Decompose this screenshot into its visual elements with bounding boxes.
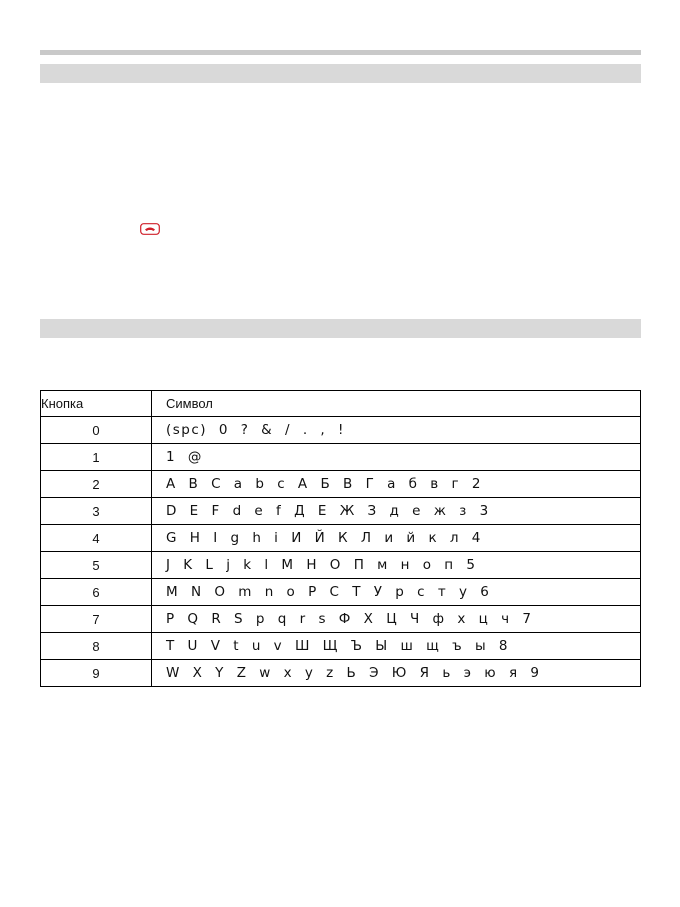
symbols-cell: 1 @ [152,444,641,471]
section-header-band [40,64,641,83]
key-cell: 5 [41,552,152,579]
table-row [41,525,641,552]
key-character-table [40,390,641,687]
symbols-cell: T U V t u v Ш Щ Ъ Ы ш щ ъ ы 8 [152,633,641,660]
table-row [41,633,641,660]
key-cell: 0 [41,417,152,444]
table-row [41,579,641,606]
symbols-cell: P Q R S p q r s Ф Х Ц Ч ф х ц ч 7 [152,606,641,633]
key-cell: 6 [41,579,152,606]
table-row [41,660,641,687]
table-row [41,552,641,579]
symbols-cell: W X Y Z w x y z Ь Э Ю Я ь э ю я 9 [152,660,641,687]
symbols-cell: M N O m n o Р С Т У р с т у 6 [152,579,641,606]
table-row [41,417,641,444]
table-row [41,471,641,498]
end-call-key-icon [140,223,160,235]
symbols-cell: J K L j k l М Н О П м н о п 5 [152,552,641,579]
key-cell: 8 [41,633,152,660]
key-cell: 2 [41,471,152,498]
symbols-cell: G H I g h i И Й К Л и й к л 4 [152,525,641,552]
symbols-cell: (spc) 0 ? & / . , ! [152,417,641,444]
top-rule [40,50,641,55]
column-header-symbol: Символ [152,391,641,417]
table-row [41,444,641,471]
key-cell: 3 [41,498,152,525]
table-row [41,606,641,633]
symbols-cell: A B C a b c А Б В Г а б в г 2 [152,471,641,498]
key-cell: 9 [41,660,152,687]
key-cell: 4 [41,525,152,552]
key-cell: 7 [41,606,152,633]
key-cell: 1 [41,444,152,471]
section-header-band [40,319,641,338]
symbols-cell: D E F d e f Д Е Ж З д е ж з 3 [152,498,641,525]
table-header-row [41,391,641,417]
column-header-key: Кнопка [41,391,152,417]
table-row [41,498,641,525]
